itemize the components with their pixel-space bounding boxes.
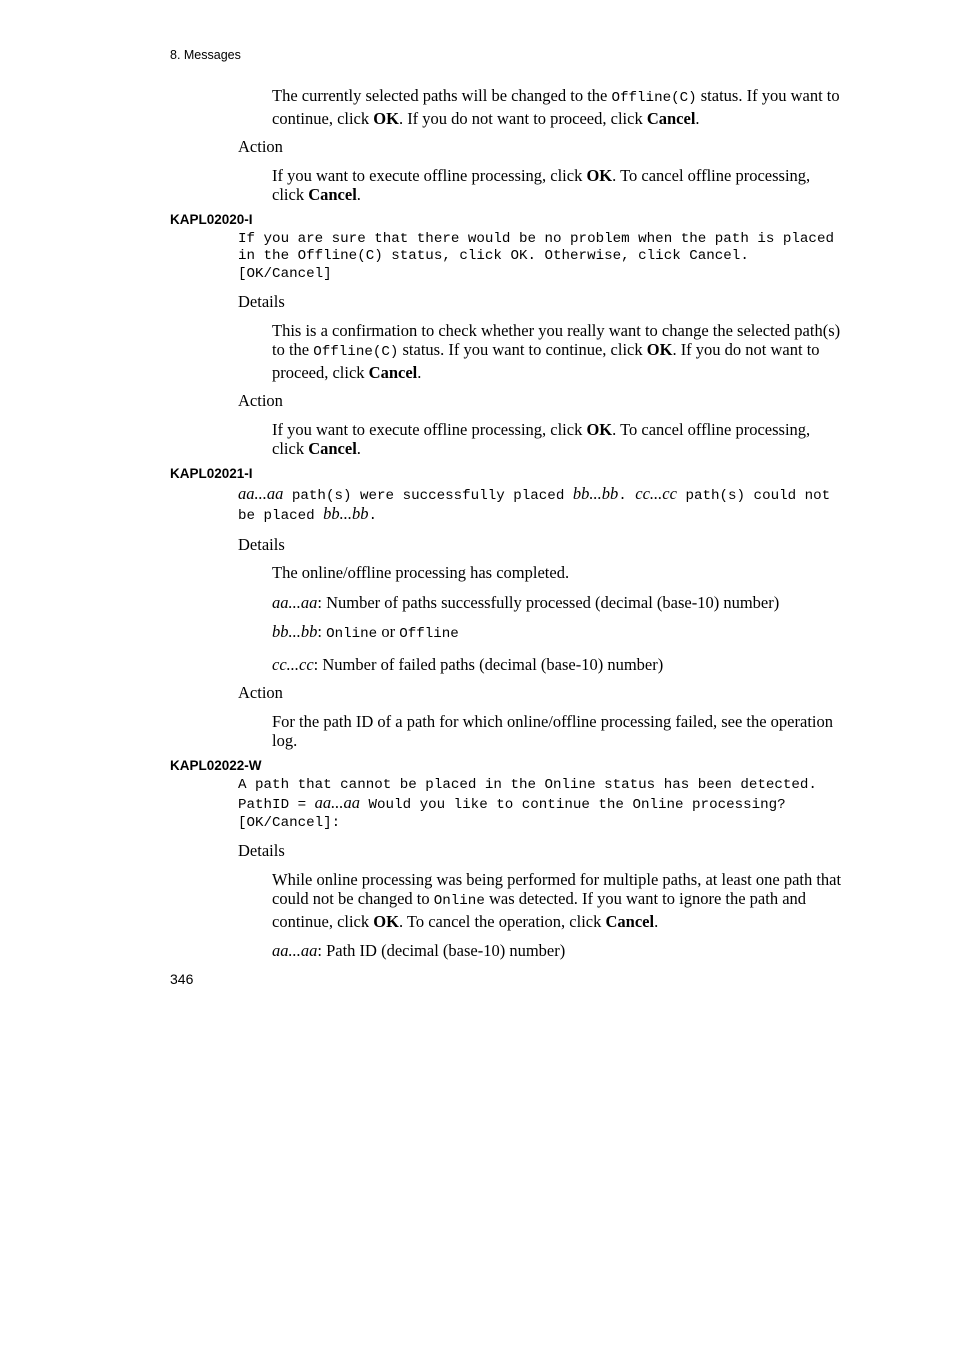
kapl02022-details-label: Details <box>238 841 285 860</box>
ok-term: OK <box>373 108 399 128</box>
kapl02019-details-text: The currently selected paths will be changed to the Offline(C) status. If you want to continue, click OK. If you do not want to proceed, click Cancel. <box>272 86 840 128</box>
kapl02021-action-label: Action <box>238 683 283 702</box>
variable: aa...aa <box>238 483 284 503</box>
running-header: 8. Messages <box>170 48 241 62</box>
variable: bb...bb <box>323 504 369 523</box>
cancel-term: Cancel <box>308 439 357 458</box>
page-number: 346 <box>170 971 194 987</box>
variable: aa...aa <box>314 793 360 812</box>
code-term: Online <box>326 626 378 642</box>
ok-term: OK <box>586 419 613 439</box>
kapl02022-details-text: While online processing was being performed for multiple paths, at least one path that could not be changed to Online was detected. If you want to ignore the path and continue, click OK. To cancel the operation, click Cancel. <box>272 869 842 931</box>
kapl02019-action-label: Action <box>238 137 283 156</box>
message-id-kapl02021: KAPL02021-I <box>170 465 253 481</box>
kapl02021-action-text: For the path ID of a path for which online/offline processing failed, see the operation log. <box>272 711 833 750</box>
kapl02021-var-cc: cc...cc: Number of failed paths (decimal (base-10) number) <box>272 654 664 674</box>
ok-term: OK <box>646 340 673 359</box>
kapl02021-details-label: Details <box>238 534 285 554</box>
kapl02020-action-text: If you want to execute offline processing, click OK. To cancel offline processing, click Cancel. <box>272 419 811 458</box>
page-content <box>170 86 842 961</box>
code-term: Offline(C) <box>313 344 399 360</box>
kapl02020-action-label: Action <box>238 391 283 410</box>
cancel-term: Cancel <box>308 185 357 204</box>
code-term: Offline(C) <box>611 90 697 106</box>
kapl02021-message: aa...aa path(s) were successfully placed bb...bb. cc...cc path(s) could not be placed bb...bb. <box>238 483 831 524</box>
cancel-term: Cancel <box>646 108 696 128</box>
cancel-term: Cancel <box>605 911 655 931</box>
ok-term: OK <box>373 911 399 931</box>
cancel-term: Cancel <box>368 362 418 382</box>
ok-term: OK <box>586 165 613 185</box>
kapl02022-var-aa: aa...aa: Path ID (decimal (base-10) number) <box>272 941 566 960</box>
code-term: Offline <box>399 626 459 642</box>
variable: cc...cc <box>635 483 677 503</box>
kapl02020-message: If you are sure that there would be no problem when the path is placed in the Offline(C) status, click OK. Otherwise, click Cancel. [OK/Cancel] <box>238 230 834 282</box>
code-term: Online <box>433 893 485 909</box>
kapl02019-action-text: If you want to execute offline processing, click OK. To cancel offline processing, click Cancel. <box>272 165 811 204</box>
message-id-kapl02020: KAPL02020-I <box>170 211 253 227</box>
kapl02021-var-bb: bb...bb: Online or Offline <box>272 622 459 642</box>
message-id-kapl02022: KAPL02022-W <box>170 757 262 773</box>
variable: bb...bb <box>572 483 619 503</box>
kapl02020-details-label: Details <box>238 292 285 311</box>
kapl02022-message: A path that cannot be placed in the Online status has been detected. PathID = aa...aa Would you like to continue the Online processing? [OK/Cancel]: <box>238 776 817 831</box>
kapl02021-details-text: The online/offline processing has completed. <box>272 563 570 582</box>
kapl02020-details-text: This is a confirmation to check whether you really want to change the selected path(s) to the Offline(C) status. If you want to continue, click OK. If you do not want to proceed, click Cancel. <box>272 320 841 382</box>
kapl02021-var-aa: aa...aa: Number of paths successfully processed (decimal (base-10) number) <box>272 592 780 612</box>
